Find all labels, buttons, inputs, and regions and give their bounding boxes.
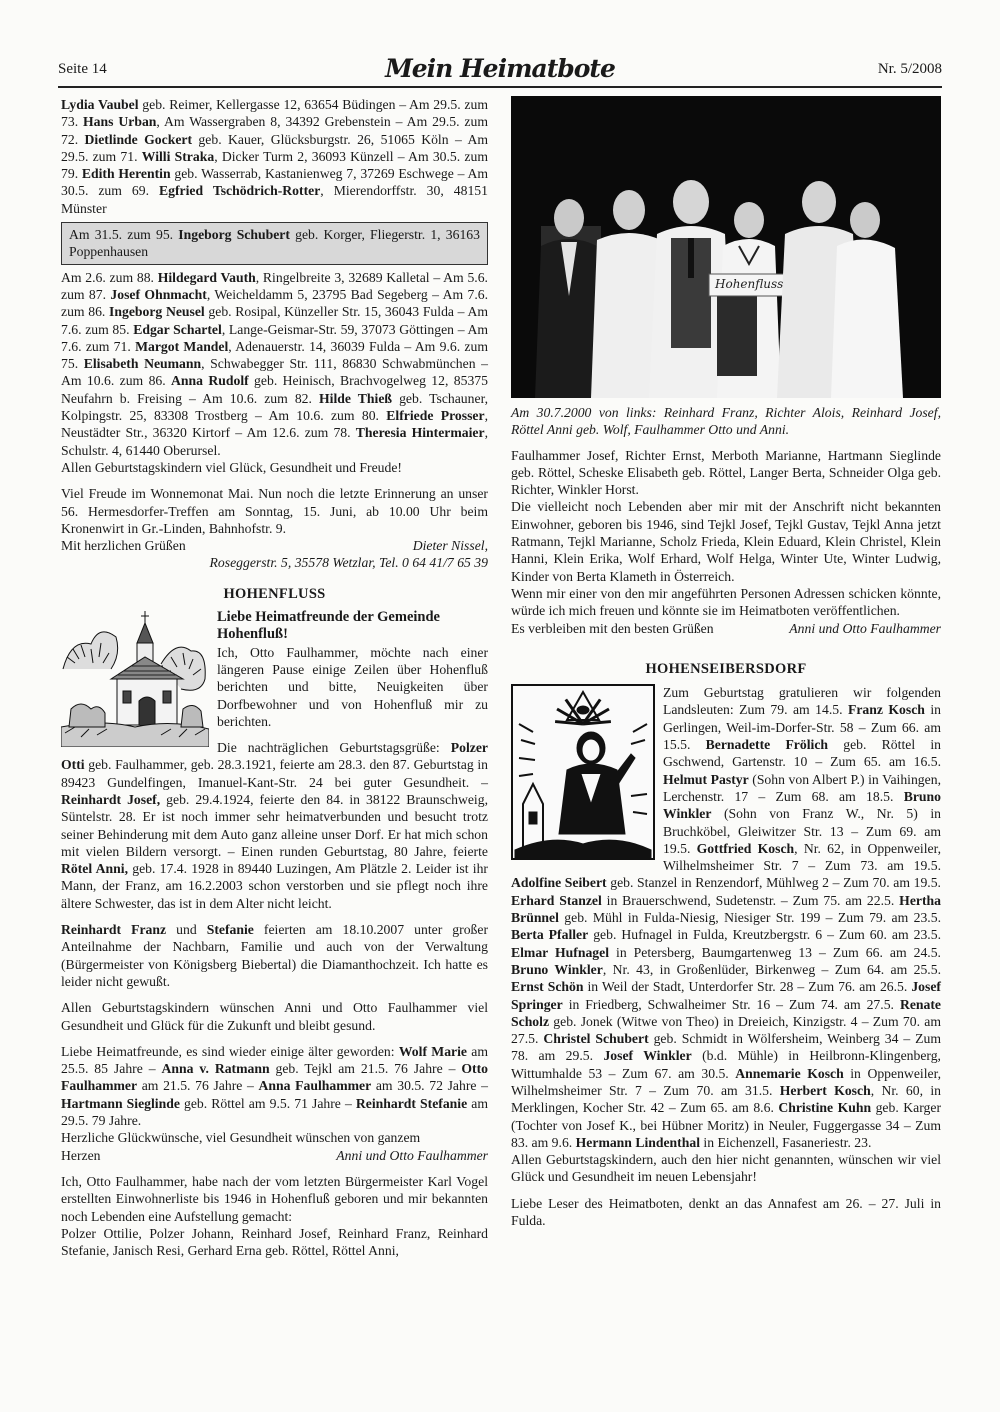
- person-name: Elisabeth Neumann: [83, 356, 202, 372]
- text-run: geb. Jonek (Witwe von Theo) in Dreieich, Kinzigstr. 4 – Zum 70. am 27.5.: [511, 1013, 941, 1047]
- photo-sign-text: Hohenfluss: [715, 277, 784, 291]
- left-column: [61, 96, 488, 1259]
- person-name: Dietlinde Gockert: [84, 131, 193, 147]
- text-run: , Am Wassergraben 8, 34392 Grebenstein – Am 29.5. zum 72.: [61, 114, 488, 147]
- person-name: Hilde Thieß: [319, 390, 393, 406]
- highlight-box: [61, 222, 488, 265]
- person-name: Josef Ohnmacht: [110, 286, 207, 302]
- meeting-reminder: Viel Freude im Wonnemonat Mai. Nun noch die letzte Erinnerung an unser 56. Hermesdorfer-Treffen am Sonntag, 15. Juni, ab 10.00 Uhr beim Kronenwirt in Gr.-Linden, Bahnhofstr. 9.: [61, 486, 488, 536]
- person-name: Ernst Schön: [511, 979, 584, 995]
- person-name: Edgar Schartel: [133, 321, 222, 337]
- chapel-illustration: [61, 609, 209, 751]
- photo-caption: Am 30.7.2000 von links: Reinhard Franz, Richter Alois, Reinhard Josef, Röttel Anni geb. Wolf, Faulhammer Otto und Anni.: [511, 405, 941, 438]
- text-run: (Sohn von Franz W., Nr. 5) in Bruchköbel, Gleiwitzer Str. 13 – Zum 69. am 19.5.: [663, 806, 941, 856]
- text-run: und: [166, 922, 207, 938]
- right-column: [511, 96, 941, 1229]
- text-run: , Dicker Turm 2, 36093 Künzell – Am 30.5. zum 79.: [61, 148, 488, 182]
- text-run: geb. Kauer, Glücksburgstr. 26, 51065 Köln – Am 29.5. zum 71.: [61, 131, 488, 164]
- unknown-residents: Die vielleicht noch Lebenden aber mir mit der Anschrift nicht bekannten Einwohner, geboren bis 1946, sind Tejkl Josef, Tejkl Gustav, Tejkl Anna jetzt Ratmann, Tejkl Marianne, Scholz Frieda, Klein Eduard, Klein Christel, Klein Hanni, Klein Erika, Wolf Erhard, Wolf Helga, Winter Ute, Winter Ludwig, Kinder von Berta Klameth in Österreich.: [511, 499, 941, 584]
- page-number: Seite 14: [58, 61, 107, 77]
- text-run: geb. Korger, Fliegerstr. 1, 36163 Poppenhausen: [69, 227, 480, 260]
- resident-list-continued: Faulhammer Josef, Richter Ernst, Merboth Marianne, Hartmann Sieglinde geb. Röttel, Scheske Elisabeth geb. Röttel, Langer Berta, Schneider Olga geb. Richter, Winkler Horst.: [511, 447, 941, 498]
- person-name: Bruno Winkler: [511, 961, 603, 977]
- signature-line-2: Herzen Anni und Otto Faulhammer: [61, 1147, 488, 1163]
- person-name: Reinhardt Stefanie: [355, 1095, 468, 1111]
- person-name: Josef Springer: [511, 979, 941, 1012]
- person-name: Elmar Hufnagel: [511, 944, 610, 960]
- person-name: Willi Straka: [141, 148, 215, 164]
- page-header: [58, 52, 942, 88]
- person-name: Margot Mandel: [135, 338, 229, 354]
- person-name: Hartmann Sieglinde: [61, 1095, 180, 1111]
- resident-list: Polzer Ottilie, Polzer Johann, Reinhard Josef, Reinhard Franz, Reinhard Stefanie, Janisch Resi, Gerhard Erna geb. Röttel, Röttel Anni,: [61, 1225, 488, 1259]
- text-run: geb. Karger (Tochter von Josef K., bei Hübner Moritz) in Neuler, Fuggergasse 34 – Zum 83. am 9.6.: [511, 1100, 942, 1150]
- signature-faulhammer-2: Anni und Otto Faulhammer: [789, 620, 941, 636]
- group-photo: [511, 96, 941, 398]
- person-name: Franz Kosch: [847, 702, 925, 718]
- person-name: Christine Kuhn: [778, 1100, 872, 1116]
- hohenseibersdorf-wishes: Allen Geburtstagskindern, auch den hier nicht genannten, wünschen wir viel Glück und Gesundheit im neuen Lebensjahr!: [511, 1152, 941, 1185]
- text-run: , Weicheldamm 5, 23795 Bad Segeberg – Am 7.6. zum 86.: [61, 286, 489, 320]
- person-name: Reinhardt Josef,: [61, 791, 161, 807]
- text-run: geb. Faulhammer, geb. 28.3.1921, feierte am 28.3. den 87. Geburtstag in 89423 Gundelfingen, Imanuel-Kant-Str. 24 bei guter Gesundheit. –: [61, 757, 488, 790]
- text-run: in Weil der Stadt, Unterdorfer Str. 28 – Zum 76. am 26.5.: [583, 979, 912, 995]
- text-run: , Nr. 43, in Großenlüder, Birkenweg – Zum 64. am 25.5.: [602, 961, 941, 977]
- person-name: Annemarie Kosch: [735, 1065, 844, 1081]
- section-heading-hohenfluss: HOHENFLUSS: [223, 585, 326, 602]
- person-name: Adolfine Seibert: [511, 875, 607, 891]
- text-run: , Neustädter Str., 36320 Kirtorf – Am 12.6. zum 78.: [61, 408, 489, 441]
- person-name: Rötel Anni,: [61, 861, 128, 877]
- person-name: Josef Winkler: [603, 1048, 692, 1064]
- text-run: in Eichenzell, Fasaneriestr. 23.: [700, 1134, 872, 1150]
- text-run: in Petersberg, Baumgartenweg 13 – Zum 66. am 24.5.: [609, 944, 941, 960]
- text-run: , Nr. 60, in Merklingen, Kocher Str. 42 – Zum 65. am 8.6.: [511, 1082, 941, 1116]
- annafest-notice: Liebe Leser des Heimatboten, denkt an das Annafest am 26. – 27. Juli in Fulda.: [511, 1195, 941, 1229]
- person-name: Bernadette Frölich: [705, 737, 829, 753]
- text-run: , Nr. 62, in Oppenweiler, Wilhelmsheimer Str. 7 – Zum 73. am 19.5.: [663, 840, 942, 874]
- text-run: geb. Tejkl am 21.5. 76 Jahre –: [269, 1061, 462, 1077]
- person-name: Anna Rudolf: [171, 373, 249, 389]
- hohenfluss-salutation: Liebe Heimatfreunde der Gemeinde Hohenfluß!: [217, 609, 440, 643]
- person-name: Gottfried Kosch: [696, 840, 795, 856]
- text-run: geb. Mühl in Fulda-Niesig, Niesiger Str. 199 – Zum 79. am 23.5.: [558, 910, 941, 926]
- person-name: Elfriede Prosser: [386, 408, 485, 424]
- person-name: Lydia Vaubel: [61, 97, 139, 112]
- text-run: in Gerlingen, Weil-im-Dorfer-Str. 58 – Zum 66. am 15.5.: [663, 702, 941, 753]
- woodcut-illustration: [511, 684, 655, 864]
- hohenfluss-intro: Ich, Otto Faulhammer, möchte nach einer längeren Pause einige Zeilen über Hohenfluß berichten und bitte, Neuigkeiten über Dorfbewohner und von Hohenfluß mir zu berichten.: [217, 644, 488, 729]
- congratulations: Herzliche Glückwünsche, viel Gesundheit wünschen von ganzem: [61, 1130, 421, 1146]
- person-name: Anna Faulhammer: [258, 1078, 372, 1094]
- text-run: feierten am 18.10.2007 unter großer Anteilnahme der Nachbarn, Familie und auch von der Verwaltung (Bürgermeister von Königsberg Biebertal) die Diamanthochzeit. Ich hatte es leider nicht gewußt.: [61, 922, 489, 989]
- text-run: geb. Tschauner, Kolpingstr. 25, 83308 Trostberg – Am 10.6. zum 80.: [61, 390, 489, 424]
- newspaper-title: Mein Heimatbote: [385, 54, 615, 83]
- text-run: am 21.5. 76 Jahre –: [137, 1078, 259, 1094]
- text-run: geb. Hufnagel in Fulda, Kreutzbergstr. 6 – Zum 60. am 23.5.: [588, 927, 941, 943]
- birthday-list-2: [61, 269, 488, 459]
- person-name: Hildegard Vauth: [157, 269, 256, 285]
- text-run: in Brauerschwend, Sudetenstr. – Zum 75. am 22.5.: [601, 892, 900, 908]
- person-name: Herbert Kosch: [779, 1082, 871, 1098]
- text-run: Liebe Heimatfreunde, es sind wieder einige älter geworden:: [61, 1043, 399, 1059]
- person-name: Theresia Hintermaier: [355, 425, 485, 441]
- text-run: (b.d. Mühle) in Heilbronn-Klingenberg, Wittumhalde 53 – Zum 67. am 30.5.: [511, 1048, 941, 1081]
- person-name: Helmut Pastyr: [663, 771, 749, 787]
- person-name: Egfried Tschödrich-Rotter: [159, 183, 321, 199]
- text-run: geb. Stanzel in Renzendorf, Mühlweg 2 – Zum 70. am 19.5.: [606, 875, 941, 891]
- person-name: Erhard Stanzel: [511, 892, 602, 908]
- text-run: , Mierendorffstr. 30, 48151 Münster: [61, 183, 488, 216]
- person-name: Reinhardt Franz: [61, 922, 167, 938]
- address-request: Wenn mir einer von den mir angeführten Personen Adressen schicken könnte, würde ich mich freuen und könnte sie im Heimatboten veröffentlichen.: [511, 585, 941, 619]
- section-heading-hohenseibersdorf: HOHENSEIBERSDORF: [645, 660, 807, 677]
- text-run: geb. Heinisch, Brachvogelweg 12, 85375 Neufahrn b. Freising – Am 10.6. zum 82.: [61, 373, 488, 406]
- signature-name: Dieter Nissel,: [412, 538, 488, 554]
- person-name: Christel Schubert: [543, 1031, 649, 1047]
- text-run: geb. 17.4. 1928 in 89440 Luzingen, Am Plätzle 2. Leider ist ihr Mann, der Franz, am 16.2.2003 schon verstorben und sie pflegt noch ihre ältere Schwester, das ist in dem Alter nicht leicht.: [61, 861, 488, 911]
- hohenfluss-wishes: Allen Geburtstagskindern wünschen Anni und Otto Faulhammer viel Gesundheit und Glück für die Zukunft und bleibt gesund.: [61, 1000, 488, 1033]
- person-name: Otto Faulhammer: [61, 1061, 488, 1094]
- person-name: Hermann Lindenthal: [575, 1134, 700, 1150]
- text-run: geb. Schmidt in Wölfersheim, Weinberg 34 – Zum 78. am 29.5.: [511, 1031, 942, 1064]
- text-run: am 29.5. 79 Jahre.: [61, 1095, 488, 1129]
- text-run: in Oppenweiler, Wilhelmsheimer Str. 7 – Zum 70. am 31.5.: [511, 1065, 942, 1098]
- diamond-wedding: [61, 921, 488, 990]
- text-run: geb. 29.4.1924, feierte den 84. in 38122 Braunschweig, Süntelstr. 28. Er ist noch immer sehr heimatverbunden und besucht trotz seiner Behinderung mit dem Auto ganz alleine unser Dorf. Er hat mich schon mit vielen Bildern versorgt. – Einen runden Geburtstag, 80 Jahre, feierte: [61, 791, 488, 859]
- text-run: am 25.5. 85 Jahre –: [61, 1043, 488, 1077]
- signature-line-3: Es verbleiben mit den besten Grüßen Anni und Otto Faulhammer: [511, 620, 941, 636]
- person-name: Bruno Winkler: [663, 788, 941, 822]
- person-name: Ingeborg Schubert: [178, 227, 290, 243]
- text-run: Zum Geburtstag gratulieren wir folgenden Landsleuten: Zum 79. am 14.5.: [663, 685, 941, 718]
- text-run: , Ringelbreite 3, 32689 Kalletal – Am 5.6. zum 87.: [61, 269, 488, 302]
- person-name: Hertha Brünnel: [511, 892, 941, 926]
- text-run: , Adenauerstr. 14, 36039 Fulda – Am 9.6. zum 75.: [61, 338, 488, 372]
- person-name: Polzer Otti: [61, 740, 488, 773]
- signature-faulhammer: Anni und Otto Faulhammer: [336, 1147, 488, 1163]
- greeting: Mit herzlichen Grüßen: [61, 538, 186, 554]
- text-run: Die nachträglichen Geburtstagsgrüße:: [217, 740, 451, 756]
- text-run: geb. Rosipal, Künzeller Str. 15, 36043 Fulda – Am 7.6. zum 85.: [61, 304, 488, 337]
- resident-list-intro: Ich, Otto Faulhammer, habe nach der vom letzten Bürgermeister Karl Vogel erstellten Einwohnerliste bis 1946 in Hohenfluß geboren und mir bekannten noch Lebenden eine Aufstellung gemacht:: [61, 1173, 488, 1224]
- person-name: Stefanie: [206, 922, 254, 938]
- text-run: geb. Wasserrab, Kastanienweg 7, 37269 Eschwege – Am 30.5. zum 69.: [61, 166, 488, 199]
- person-name: Ingeborg Neusel: [109, 304, 205, 320]
- person-name: Anna v. Ratmann: [161, 1061, 270, 1077]
- signature-line: [61, 537, 488, 554]
- text-run: geb. Reimer, Kellergasse 12, 63654 Büdingen – Am 29.5. zum 73.: [61, 97, 488, 130]
- birthday-list-1: [61, 96, 488, 217]
- signature-address: Roseggerstr. 5, 35578 Wetzlar, Tel. 0 64 41/7 65 39: [209, 555, 488, 571]
- text-run: (Sohn von Albert P.) in Vaihingen, Lerchenstr. 17 – Zum 68. am 18.5.: [663, 771, 941, 804]
- person-name: Berta Pfaller: [511, 927, 589, 943]
- person-name: Wolf Marie: [398, 1043, 467, 1059]
- text-run: , Schulstr. 4, 61440 Oberursel.: [61, 425, 488, 458]
- issue-number: Nr. 5/2008: [877, 61, 942, 77]
- birthday-wish: Allen Geburtstagskindern viel Glück, Gesundheit und Freude!: [61, 459, 402, 475]
- text-run: Am 31.5. zum 95.: [69, 227, 179, 243]
- text-run: in Friedberg, Schwalheimer Str. 16 – Zum 74. am 27.5.: [562, 996, 900, 1012]
- hohenfluss-birthdays: [61, 739, 488, 912]
- text-run: , Lange-Geismar-Str. 59, 37073 Göttingen – Am 7.6. zum 71.: [61, 321, 488, 354]
- text-run: Am 2.6. zum 88.: [61, 269, 158, 285]
- text-run: , Schwabegger Str. 111, 86830 Schwabmünchen – Am 10.6. zum 86.: [61, 356, 488, 389]
- person-name: Hans Urban: [83, 114, 157, 130]
- text-run: am 30.5. 72 Jahre –: [371, 1078, 488, 1094]
- older-list: [61, 1043, 488, 1129]
- person-name: Renate Scholz: [511, 996, 941, 1029]
- person-name: Edith Herentin: [81, 166, 171, 182]
- text-run: geb. Röttel in Gschwend, Gartenstr. 10 – Zum 65. am 16.5.: [663, 737, 941, 770]
- text-run: geb. Röttel am 9.5. 71 Jahre –: [179, 1095, 356, 1111]
